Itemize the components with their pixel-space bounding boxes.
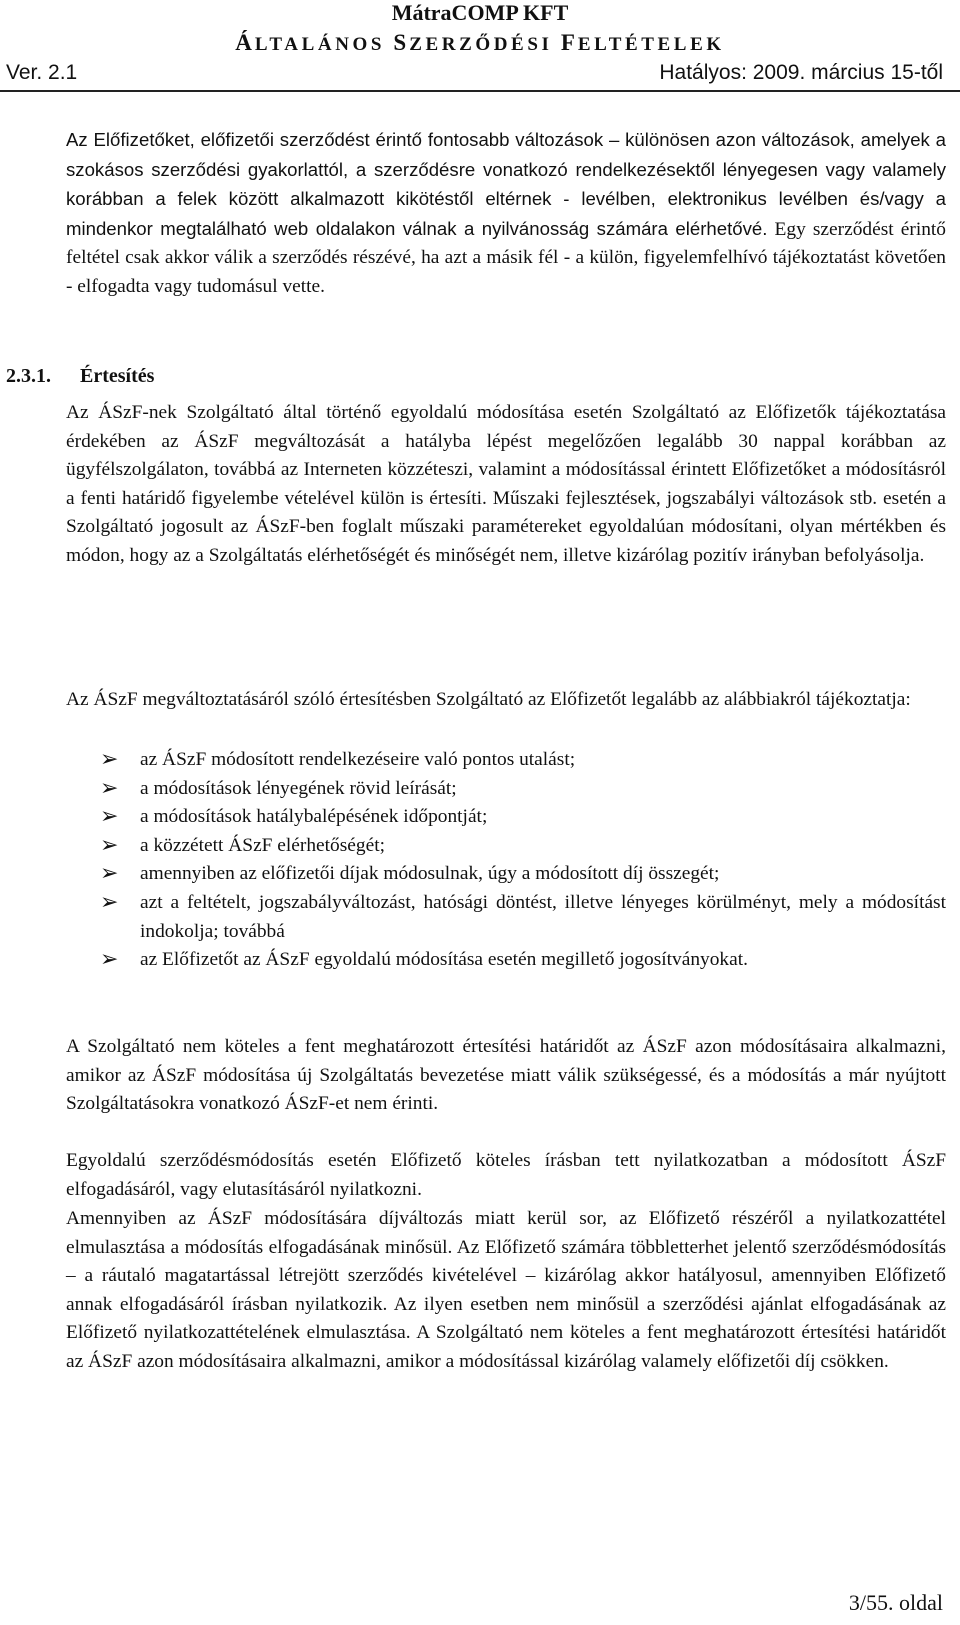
list-item: ➢ az Előfizetőt az ÁSzF egyoldalú módosítása esetén megillető jogosítványokat. <box>100 946 946 975</box>
page-number: 3/55. oldal <box>848 1590 943 1615</box>
arrow-bullet-icon: ➢ <box>100 889 119 915</box>
paragraph-2: Az ÁSzF megváltoztatásáról szóló értesítésben Szolgáltató az Előfizetőt legalább az alábbiakról tájékoztatja: <box>66 689 911 710</box>
title-word-f: ELTÉTELEK <box>577 34 725 55</box>
arrow-bullet-icon: ➢ <box>100 775 119 801</box>
paragraph-1: Az ÁSzF-nek Szolgáltató által történő egyoldalú módosítása esetén Szolgáltató az Előfizetők tájékoztatása érdekében az ÁSzF megváltozását a hatályba lépést megelőzően legalább 30 nappal korábban az ügyfélszolgálaton, továbbá az Interneten közzéteszi, valamint a módosítással érintett Előfizetőket a módosításról a fenti határidő figyelembe vételével külön is értesíti. Műszaki fejlesztések, jogszabályi változások stb. esetén a Szolgáltató jogosult az ÁSzF-ben foglalt műszaki paramétereket egyoldalúan módosítani, olyan mértékben és módon, hogy az a Szolgáltatás elérhetőségét és minőségét nem, illetve kizárólag pozitív irányban befolyásolja. <box>66 402 946 566</box>
paragraph-5: Amennyiben az ÁSzF módosítására díjváltozás miatt kerül sor, az Előfizető részéről a nyilatkozattétel elmulasztása a módosítás elfogadásának minősül. Az Előfizető számára többletterhet jelentő szerződésmódosítás – a ráutaló magatartással létrejött szerződés kivételével – kizárólag akkor hatályosul, amennyiben Előfizető annak elfogadásáról írásban nyilatkozik. Az ilyen esetben nem minősül a szerződési ajánlat elfogadásának az Előfizető nyilatkozattételének elmulasztása. A Szolgáltató nem köteles a fent meghatározott értesítési határidőt az ÁSzF azon módosításaira alkalmazni, amikor a módosítással kizárólag valamely előfizetői díj csökken. <box>66 1208 946 1372</box>
title-initial-s: S <box>393 30 410 55</box>
title-word-s: ZERZŐDÉSI <box>409 34 561 55</box>
arrow-bullet-icon: ➢ <box>100 804 119 830</box>
list-item: ➢ amennyiben az előfizetői díjak módosulnak, úgy a módosított díj összegét; <box>100 860 946 889</box>
section-number: 2.3.1. <box>6 365 51 387</box>
list-item: ➢ a közzétett ÁSzF elérhetőségét; <box>100 832 946 861</box>
title-initial-a: Á <box>235 30 255 55</box>
section-title: Értesítés <box>80 365 155 387</box>
list-item: ➢ azt a feltételt, jogszabályváltozást, hatósági döntést, illetve lényeges körülményt, mely a módosítást indokolja; továbbá <box>100 889 946 942</box>
section-heading <box>6 362 154 390</box>
arrow-bullet-icon: ➢ <box>100 947 119 973</box>
arrow-bullet-icon: ➢ <box>100 747 119 772</box>
title-word-a: LTALÁNOS <box>254 34 394 55</box>
paragraph-4: Egyoldalú szerződésmódosítás esetén Előfizető köteles írásban tett nyilatkozatban a módosított ÁSzF elfogadásáról, vagy elutasításáról nyilatkozni. <box>66 1150 946 1200</box>
effective-date: Hatályos: 2009. március 15-től <box>659 61 943 84</box>
intro-paragraph <box>66 126 946 302</box>
paragraph-3: A Szolgáltató nem köteles a fent meghatározott értesítési határidőt az ÁSzF azon módosításaira alkalmazni, amikor az ÁSzF módosítása új Szolgáltatás bevezetése miatt válik szükségessé, és a módosítás a már nyújtott Szolgáltatásokra vonatkozó ÁSzF-et nem érinti. <box>66 1036 946 1115</box>
version-label: Ver. 2.1 <box>6 61 78 84</box>
arrow-bullet-icon: ➢ <box>100 861 119 887</box>
list-item: ➢ a módosítások lényegének rövid leírását; <box>100 775 946 804</box>
arrow-bullet-icon: ➢ <box>100 832 119 858</box>
intro-serif-text: Egy szerződést érintő feltétel csak akkor válik a szerződés részévé, ha azt a másik fél - a külön, figyelemfelhívó tájékoztatást követően - elfogadta vagy tudomásul vette. <box>66 218 946 297</box>
document-title <box>0 30 960 58</box>
notification-list <box>100 746 946 975</box>
list-item: ➢ a módosítások hatálybalépésének időpontját; <box>100 803 946 832</box>
header-divider <box>0 90 960 92</box>
intro-sans-text: Az Előfizetőket, előfizetői szerződést érintő fontosabb változások – különösen azon változások, amelyek a szokásos szerződési gyakorlattól, a szerződésre vonatkozó rendelkezésektől lényegesen vagy valamely korábban a felek között alkalmazott kikötéstől eltérnek - levélben, elektronikus levélben és/vagy a mindenkor megtalálható web oldalakon válnak a nyilvánosság számára elérhetővé. <box>66 129 946 239</box>
title-initial-f: F <box>560 30 578 55</box>
list-item: ➢ az ÁSzF módosított rendelkezéseire való pontos utalást; <box>100 746 946 775</box>
company-name: MátraCOMP KFT <box>391 0 569 25</box>
